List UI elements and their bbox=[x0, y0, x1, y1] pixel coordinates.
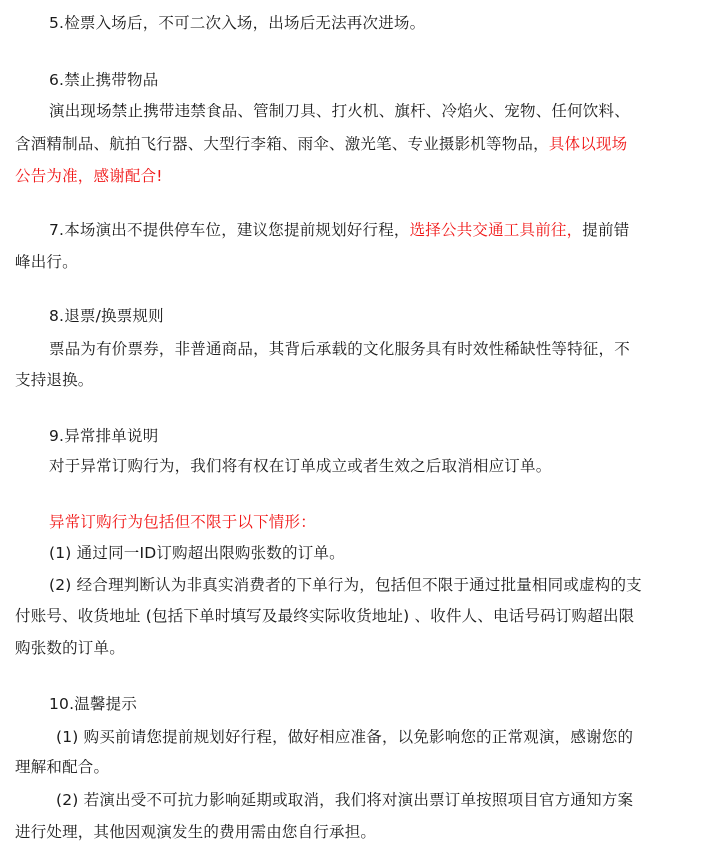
notice-text: 演出现场禁止携带违禁食品、管制刀具、打火机、旗杆、冷焰火、宠物、任何饮料、 bbox=[49, 102, 630, 120]
text-line bbox=[15, 334, 699, 364]
notice-text: 对于异常订购行为，我们将有权在订单成立或者生效之后取消相应订单。 bbox=[49, 457, 552, 475]
text-line bbox=[15, 722, 699, 752]
notice-text: (2) 若演出受不可抗力影响延期或取消，我们将对演出票订单按照项目官方通知方案 bbox=[56, 791, 634, 809]
highlighted-notice-text: 选择公共交通工具前往， bbox=[409, 221, 583, 239]
notice-text: 购张数的订单。 bbox=[15, 639, 125, 657]
notice-text: 8.退票/换票规则 bbox=[49, 307, 164, 325]
text-line bbox=[15, 570, 699, 600]
notice-text: 5.检票入场后，不可二次入场，出场后无法再次进场。 bbox=[49, 14, 426, 32]
text-line bbox=[15, 785, 699, 815]
notice-text: 7.本场演出不提供停车位，建议您提前规划好行程， bbox=[49, 221, 410, 239]
notice-text: 票品为有价票券，非普通商品，其背后承载的文化服务具有时效性稀缺性等特征，不 bbox=[49, 340, 630, 358]
highlighted-notice-text: 具体以现场 bbox=[548, 135, 628, 153]
text-line bbox=[15, 507, 699, 537]
notice-text: 进行处理，其他因观演发生的费用需由您自行承担。 bbox=[15, 823, 377, 841]
notice-text: 含酒精制品、航拍飞行器、大型行李箱、雨伞、激光笔、专业摄影机等物品， bbox=[15, 135, 549, 153]
text-line bbox=[15, 689, 699, 719]
text-line bbox=[15, 65, 699, 95]
text-line bbox=[15, 421, 699, 451]
text-line bbox=[15, 161, 699, 191]
text-line bbox=[15, 129, 699, 159]
notice-text: (1) 通过同一ID订购超出限购张数的订单。 bbox=[49, 544, 345, 562]
text-line bbox=[15, 752, 699, 782]
notice-text: 峰出行。 bbox=[15, 253, 78, 271]
text-line bbox=[15, 451, 699, 481]
notice-text: 支持退换。 bbox=[15, 371, 94, 389]
text-line bbox=[15, 215, 699, 245]
text-line bbox=[15, 601, 699, 631]
text-line bbox=[15, 633, 699, 663]
text-line bbox=[15, 538, 699, 568]
highlighted-notice-text: 公告为准，感谢配合! bbox=[15, 167, 163, 185]
highlighted-notice-text: 异常订购行为包括但不限于以下情形： bbox=[49, 513, 316, 531]
text-line bbox=[15, 8, 699, 38]
text-line bbox=[15, 96, 699, 126]
notice-text: 6.禁止携带物品 bbox=[49, 71, 159, 89]
notice-text: 提前错 bbox=[582, 221, 630, 239]
notice-text: (1) 购买前请您提前规划好行程，做好相应准备，以免影响您的正常观演，感谢您的 bbox=[56, 728, 634, 746]
notice-text: 理解和配合。 bbox=[15, 758, 110, 776]
text-line bbox=[15, 301, 699, 331]
notice-text: 10.温馨提示 bbox=[49, 695, 138, 713]
notice-text: (2) 经合理判断认为非真实消费者的下单行为，包括但不限于通过批量相同或虚构的支 bbox=[49, 576, 642, 594]
notice-text: 9.异常排单说明 bbox=[49, 427, 159, 445]
text-line bbox=[15, 247, 699, 277]
text-line bbox=[15, 365, 699, 395]
text-line bbox=[15, 817, 699, 847]
notice-text: 付账号、收货地址 (包括下单时填写及最终实际收货地址) 、收件人、电话号码订购超出限 bbox=[15, 607, 635, 625]
